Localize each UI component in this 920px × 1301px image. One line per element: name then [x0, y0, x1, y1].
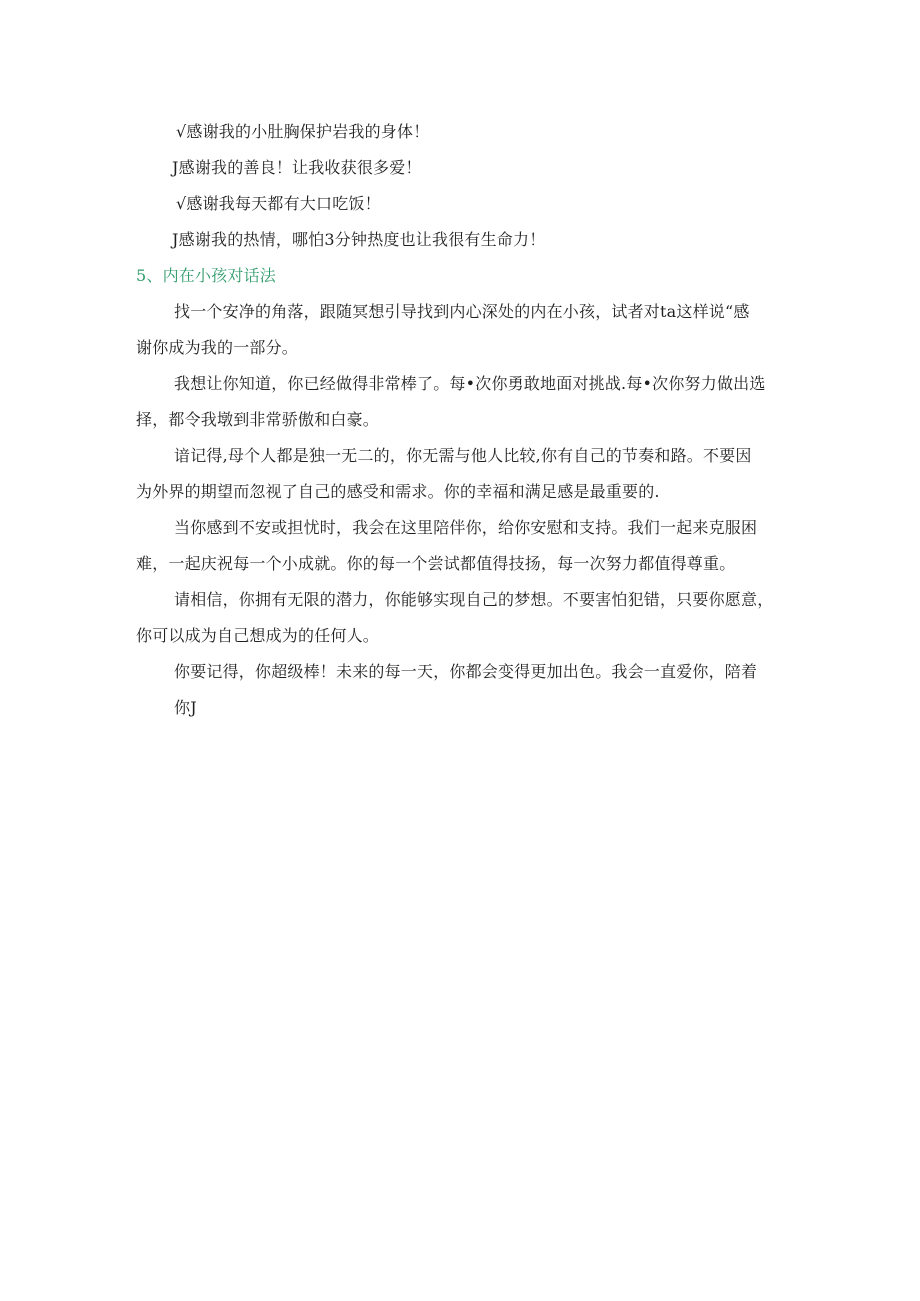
checklist-item: √感谢我每天都有大口吃饭！ — [176, 194, 381, 213]
checklist-item: J感谢我的热情，哪怕3分钟热度也让我很有生命力！ — [172, 230, 546, 249]
paragraph-line: 你可以成为自己想成为的任何人。 — [136, 626, 380, 645]
checklist-item: √感谢我的小肚胸保护岩我的身体！ — [176, 122, 430, 141]
paragraph-line: 你J — [174, 698, 197, 717]
paragraph-line: 当你感到不安或担忧时，我会在这里陪伴你，给你安慰和支持。我们一起来克服困 — [174, 518, 758, 537]
paragraph-line: 为外界的期望而忽视了自己的感受和需求。你的幸福和满足感是最重要的. — [136, 482, 660, 501]
section-heading: 5、内在小孩对话法 — [136, 266, 276, 285]
paragraph-line: 你要记得，你超级棒！未来的每一天，你都会变得更加出色。我会一直爱你，陪着 — [174, 662, 758, 681]
paragraph-line: 谢你成为我的一部分。 — [136, 338, 299, 357]
paragraph-line: 找一个安净的角落，跟随冥想引导找到内心深处的内在小孩，试者对ta这样说“感 — [174, 302, 750, 321]
paragraph-line: 谙记得,母个人都是独一无二的，你无需与他人比较,你有自己的节奏和路。不要因 — [174, 446, 752, 465]
checklist-item: J感谢我的善良！让我收获很多爱！ — [172, 158, 422, 177]
paragraph-line: 我想让你知道，你已经做得非常棒了。每•次你勇敢地面对挑战.每•次你努力做出选 — [174, 374, 766, 393]
paragraph-line: 请相信，你拥有无限的潜力，你能够实现自己的梦想。不要害怕犯错，只要你愿意， — [174, 590, 774, 609]
paragraph-line: 择，都令我墩到非常骄傲和白豪。 — [136, 410, 380, 429]
paragraph-line: 难，一起庆祝每一个小成就。你的每一个尝试都值得技扬，每一次努力都值得尊重。 — [136, 554, 736, 573]
